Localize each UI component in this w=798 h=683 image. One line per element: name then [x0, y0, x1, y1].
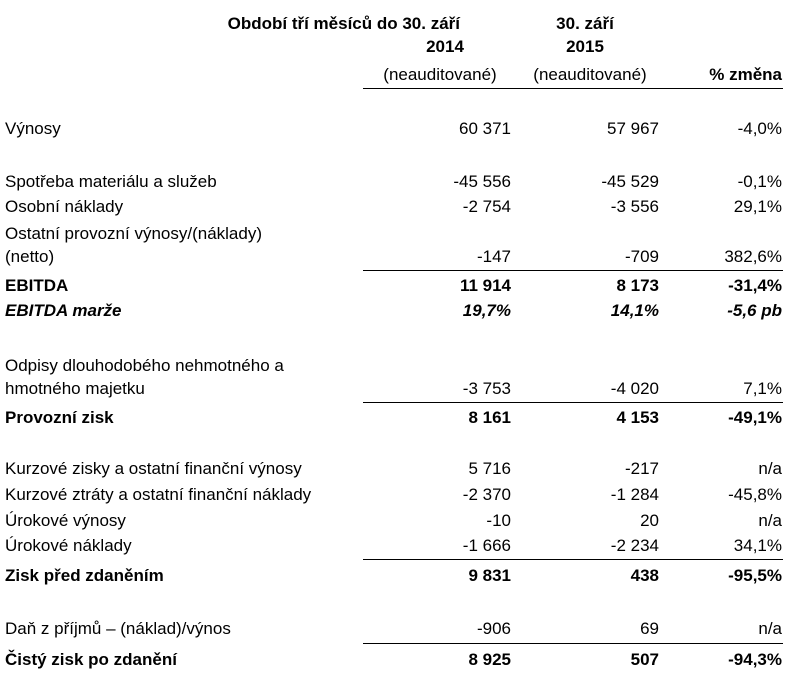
value-2015: -2 234 — [610, 536, 659, 555]
value-2015: 14,1% — [610, 301, 659, 320]
value-2014: 9 831 — [468, 566, 511, 585]
value-2014: 5 716 — [468, 459, 511, 478]
subtotal-divider — [363, 643, 783, 644]
value-2014: -45 556 — [453, 172, 511, 191]
row-label: Spotřeba materiálu a služeb — [5, 172, 217, 191]
col1-subheader: (neauditované) — [383, 65, 497, 84]
change-percent: 382,6% — [724, 247, 782, 266]
change-percent: -94,3% — [728, 650, 782, 669]
value-2015: -1 284 — [610, 485, 659, 504]
row-label: EBITDA — [5, 276, 69, 295]
value-2015: 4 153 — [616, 408, 659, 427]
row-label: Odpisy dlouhodobého nehmotného a — [5, 356, 284, 375]
change-percent: -5,6 pb — [727, 301, 782, 320]
row-label: Úrokové výnosy — [5, 511, 126, 530]
change-percent: n/a — [758, 459, 782, 478]
col1-title-line2: 2014 — [426, 37, 464, 56]
row-label: Úrokové náklady — [5, 536, 132, 555]
value-2015: 438 — [630, 566, 659, 585]
col2-subheader: (neauditované) — [533, 65, 647, 84]
row-label: EBITDA marže — [5, 301, 122, 320]
col2-title-line1: 30. září — [556, 14, 614, 33]
value-2015: 20 — [640, 511, 659, 530]
change-percent: -49,1% — [728, 408, 782, 427]
value-2014: -3 753 — [462, 379, 511, 398]
value-2014: -1 666 — [462, 536, 511, 555]
value-2014: -2 370 — [462, 485, 511, 504]
value-2015: -217 — [624, 459, 659, 478]
change-percent: -31,4% — [728, 276, 782, 295]
value-2014: 11 914 — [459, 276, 511, 295]
col3-subheader: % změna — [709, 65, 782, 84]
value-2015: 507 — [630, 650, 659, 669]
change-percent: n/a — [758, 511, 782, 530]
value-2014: -906 — [476, 619, 511, 638]
row-label-continued: hmotného majetku — [5, 379, 145, 398]
subtotal-divider — [363, 559, 783, 560]
value-2015: -709 — [624, 247, 659, 266]
change-percent: -0,1% — [737, 172, 782, 191]
row-label: Čistý zisk po zdanění — [5, 650, 177, 669]
row-label: Kurzové zisky a ostatní finanční výnosy — [5, 459, 302, 478]
change-percent: 7,1% — [743, 379, 782, 398]
value-2014: 8 925 — [468, 650, 511, 669]
subtotal-divider — [363, 270, 783, 271]
value-2015: 69 — [640, 619, 659, 638]
value-2015: 57 967 — [607, 119, 659, 138]
row-label: Výnosy — [5, 119, 61, 138]
subtotal-divider — [363, 402, 783, 403]
row-label: Daň z příjmů – (náklad)/výnos — [5, 619, 231, 638]
col1-title-line1: Období tří měsíců do 30. září — [227, 14, 460, 33]
value-2014: -147 — [476, 247, 511, 266]
row-label: Provozní zisk — [5, 408, 114, 427]
row-label-continued: (netto) — [5, 247, 55, 266]
value-2014: 8 161 — [468, 408, 511, 427]
value-2015: -45 529 — [601, 172, 659, 191]
change-percent: -45,8% — [728, 485, 782, 504]
header-underline — [363, 88, 783, 89]
row-label: Zisk před zdaněním — [5, 566, 164, 585]
value-2014: 19,7% — [462, 301, 511, 320]
change-percent: 29,1% — [733, 197, 782, 216]
change-percent: -95,5% — [728, 566, 782, 585]
row-label: Ostatní provozní výnosy/(náklady) — [5, 224, 263, 243]
change-percent: n/a — [758, 619, 782, 638]
value-2014: 60 371 — [459, 119, 511, 138]
value-2014: -10 — [486, 511, 511, 530]
row-label: Osobní náklady — [5, 197, 124, 216]
row-label: Kurzové ztráty a ostatní finanční náklady — [5, 485, 312, 504]
value-2015: -3 556 — [610, 197, 659, 216]
change-percent: -4,0% — [737, 119, 782, 138]
value-2015: 8 173 — [616, 276, 659, 295]
value-2014: -2 754 — [462, 197, 511, 216]
col2-title-line2: 2015 — [566, 37, 604, 56]
change-percent: 34,1% — [733, 536, 782, 555]
value-2015: -4 020 — [610, 379, 659, 398]
